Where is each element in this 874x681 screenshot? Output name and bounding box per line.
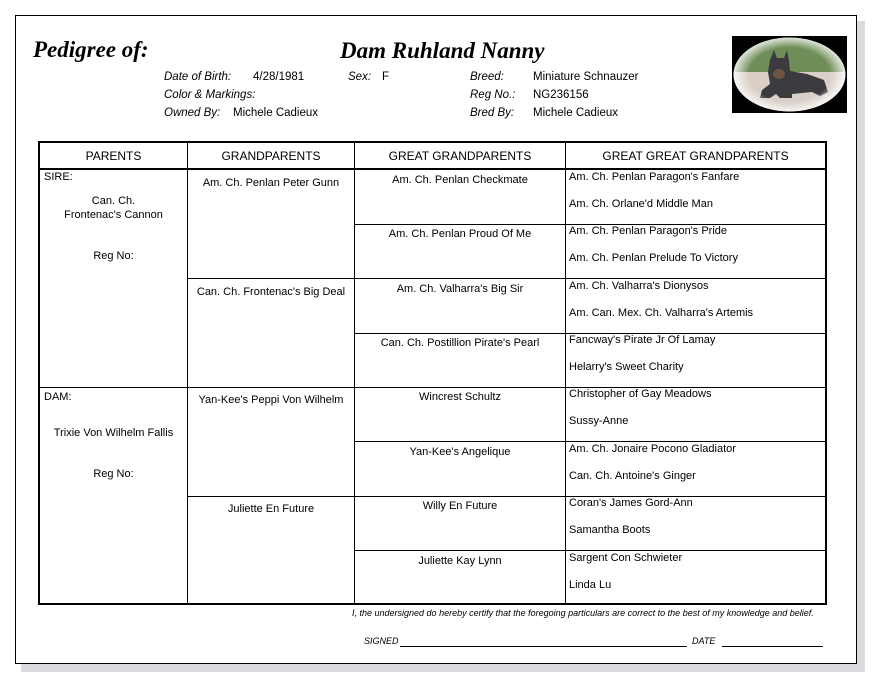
great-great-grandparent-16: Linda Lu bbox=[569, 579, 612, 591]
grandparent-4: Juliette En Future bbox=[227, 503, 315, 515]
great-grandparent-2: Am. Ch. Penlan Proud Of Me bbox=[388, 228, 532, 240]
sire-label: SIRE: bbox=[44, 171, 73, 183]
header-great-great-grandparents: GREAT GREAT GRANDPARENTS bbox=[602, 149, 789, 163]
signature-line[interactable] bbox=[400, 646, 687, 647]
great-great-grandparent-5: Am. Ch. Valharra's Dionysos bbox=[569, 280, 709, 292]
row-divider bbox=[355, 550, 825, 551]
sex-value: F bbox=[382, 71, 390, 83]
great-great-grandparent-14: Samantha Boots bbox=[569, 524, 651, 536]
header-great-grandparents: GREAT GRANDPARENTS bbox=[388, 149, 532, 163]
great-great-grandparent-7: Fancway's Pirate Jr Of Lamay bbox=[569, 334, 716, 346]
column-divider bbox=[354, 143, 355, 603]
header-grandparents: GRANDPARENTS bbox=[221, 149, 321, 163]
column-divider bbox=[565, 143, 566, 603]
great-great-grandparent-6: Am. Can. Mex. Ch. Valharra's Artemis bbox=[569, 307, 754, 319]
reg-no-label: Reg No.: bbox=[470, 89, 516, 101]
great-grandparent-8: Juliette Kay Lynn bbox=[418, 555, 502, 567]
header-parents: PARENTS bbox=[85, 149, 142, 163]
certification-text: I, the undersigned do hereby certify that the foregoing particulars are correct to the best of my knowledge and belief. bbox=[352, 608, 814, 618]
great-grandparent-5: Wincrest Schultz bbox=[419, 391, 501, 403]
breed-value: Miniature Schnauzer bbox=[533, 71, 639, 83]
great-grandparent-1: Am. Ch. Penlan Checkmate bbox=[392, 174, 528, 186]
sire-name-line2: Frontenac's Cannon bbox=[64, 209, 163, 221]
sex-label: Sex: bbox=[348, 71, 372, 83]
pedigree-table bbox=[38, 141, 827, 605]
great-grandparent-7: Willy En Future bbox=[422, 500, 498, 512]
great-great-grandparent-8: Helarry's Sweet Charity bbox=[569, 361, 684, 373]
great-grandparent-3: Am. Ch. Valharra's Big Sir bbox=[396, 283, 524, 295]
great-great-grandparent-3: Am. Ch. Penlan Paragon's Pride bbox=[569, 225, 728, 237]
great-great-grandparent-10: Sussy-Anne bbox=[569, 415, 629, 427]
color-markings-label: Color & Markings: bbox=[164, 89, 256, 101]
bred-by-value: Michele Cadieux bbox=[533, 107, 619, 119]
great-great-grandparent-12: Can. Ch. Antoine's Ginger bbox=[569, 470, 696, 482]
grandparent-2: Can. Ch. Frontenac's Big Deal bbox=[196, 286, 346, 298]
great-great-grandparent-15: Sargent Con Schwieter bbox=[569, 552, 683, 564]
dam-reg-label: Reg No: bbox=[93, 468, 134, 480]
row-divider bbox=[355, 441, 825, 442]
dog-name-title: Dam Ruhland Nanny bbox=[340, 38, 545, 63]
great-great-grandparent-13: Coran's James Gord-Ann bbox=[569, 497, 693, 509]
sire-reg-label: Reg No: bbox=[93, 250, 134, 262]
sire-name-line1: Can. Ch. bbox=[91, 195, 136, 207]
date-label: DATE bbox=[692, 636, 716, 646]
date-line[interactable] bbox=[722, 646, 823, 647]
owned-by-label: Owned By: bbox=[164, 107, 221, 119]
great-great-grandparent-4: Am. Ch. Penlan Prelude To Victory bbox=[569, 252, 738, 264]
great-great-grandparent-1: Am. Ch. Penlan Paragon's Fanfare bbox=[569, 171, 740, 183]
great-grandparent-6: Yan-Kee's Angelique bbox=[409, 446, 511, 458]
pedigree-title-label: Pedigree of: bbox=[33, 37, 149, 62]
row-divider bbox=[355, 278, 825, 279]
great-grandparent-4: Can. Ch. Postillion Pirate's Pearl bbox=[380, 337, 540, 349]
grandparent-1: Am. Ch. Penlan Peter Gunn bbox=[202, 177, 340, 189]
dam-label: DAM: bbox=[44, 391, 72, 403]
great-great-grandparent-9: Christopher of Gay Meadows bbox=[569, 388, 712, 400]
reg-no-value: NG236156 bbox=[533, 89, 589, 101]
dob-value: 4/28/1981 bbox=[253, 71, 305, 83]
owned-by-value: Michele Cadieux bbox=[233, 107, 319, 119]
signed-label: SIGNED bbox=[364, 636, 399, 646]
dog-photo-icon bbox=[732, 36, 847, 113]
great-great-grandparent-2: Am. Ch. Orlane'd Middle Man bbox=[569, 198, 713, 210]
column-divider bbox=[187, 143, 188, 603]
bred-by-label: Bred By: bbox=[470, 107, 515, 119]
great-great-grandparent-11: Am. Ch. Jonaire Pocono Gladiator bbox=[569, 443, 736, 455]
dob-label: Date of Birth: bbox=[164, 71, 232, 83]
breed-label: Breed: bbox=[470, 71, 504, 83]
grandparent-3: Yan-Kee's Peppi Von Wilhelm bbox=[198, 394, 344, 406]
dam-name: Trixie Von Wilhelm Fallis bbox=[53, 427, 174, 439]
